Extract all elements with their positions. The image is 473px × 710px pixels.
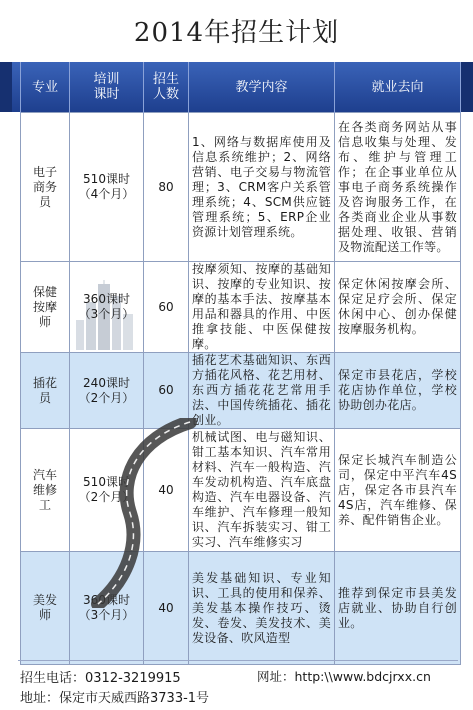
cell-hours: 360课时 （3个月） [70,262,144,353]
header-job: 就业去向 [335,62,461,113]
footer-website: 网址：http:\\www.bdcjrxx.cn [257,669,431,684]
cell-count: 80 [144,113,189,262]
page-title: 2014年招生计划 [133,18,340,48]
footer-divider [18,660,458,661]
header-major: 专业 [21,62,70,113]
footer-phone: 招生电话：0312-3219915 [20,671,181,686]
cell-hours: 240课时 （2个月） [70,353,144,429]
cell-count: 40 [144,552,189,665]
cell-job: 在各类商务网站从事信息收集与处理、发布、维护与管理工作；在企事业单位从事电子商务系统操作及咨询服务工作，在各类商业企业从事数据处理、收银、营销及物流配送工作等。 [335,113,461,262]
table-row [21,353,461,429]
cell-count: 60 [144,353,189,429]
cell-content: 机械试图、电与磁知识、钳工基本知识、汽车常用材料、汽车一般构造、汽车发动机构造、汽车底盘构造、汽车电器设备、汽车维护、汽车修理一般知识、汽车拆装实习、钳工实习、汽车维修实习 [189,429,335,552]
cell-hours: 360课时 （3个月） [70,552,144,665]
cell-job: 保定市县花店，学校花店协作单位，学校协助创办花店。 [335,353,461,429]
cell-count: 60 [144,262,189,353]
enrollment-plan-table [20,62,461,665]
cell-hours: 510课时 （4个月） [70,113,144,262]
table-row [21,262,461,353]
cell-content: 按摩须知、按摩的基础知识、按摩的专业知识、按摩的基本手法、按摩基本用品和器具的作用、中医推拿技能、中医保健按摩。 [189,262,335,353]
cell-job: 保定休闲按摩会所、保定足疗会所、保定休闲中心、创办保健按摩服务机构。 [335,262,461,353]
table-row [21,113,461,262]
table-row [21,552,461,665]
cell-major: 汽车 维修 工 [21,429,70,552]
footer-address: 地址：保定市天威西路3733-1号 [20,691,210,706]
cell-major: 美发 师 [21,552,70,665]
header-band-left-cap [0,62,12,112]
cell-job: 保定长城汽车制造公司，保定中平汽车4S店，保定各市县汽车4S店，汽车维修、保养、配件销售企业。 [335,429,461,552]
cell-count: 40 [144,429,189,552]
header-band-right-cap [461,62,473,112]
table-header [21,62,461,113]
header-hours: 培训 课时 [70,62,144,113]
table-row [21,429,461,552]
cell-content: 1、网络与数据库使用及信息系统维护；2、网络营销、电子交易与物流管理；3、CRM客户关系管理系统；4、SCM供应链管理系统；5、ERP企业资源计划管理系统。 [189,113,335,262]
header-content: 教学内容 [189,62,335,113]
header-count: 招生 人数 [144,62,189,113]
cell-content: 美发基础知识、专业知识、工具的使用和保养、美发基本操作技巧、烫发、卷发、美发技术、美发设备、吹风造型 [189,552,335,665]
cell-content: 插花艺术基础知识、东西方插花风格、花艺用材、东西方插花花艺常用手法、中国传统插花、插花创业。 [189,353,335,429]
cell-major: 保健 按摩 师 [21,262,70,353]
cell-major: 插花 员 [21,353,70,429]
cell-job: 推荐到保定市县美发店就业、协助自行创业。 [335,552,461,665]
cell-major: 电子 商务 员 [21,113,70,262]
cell-hours: 510课时 （2个月） [70,429,144,552]
